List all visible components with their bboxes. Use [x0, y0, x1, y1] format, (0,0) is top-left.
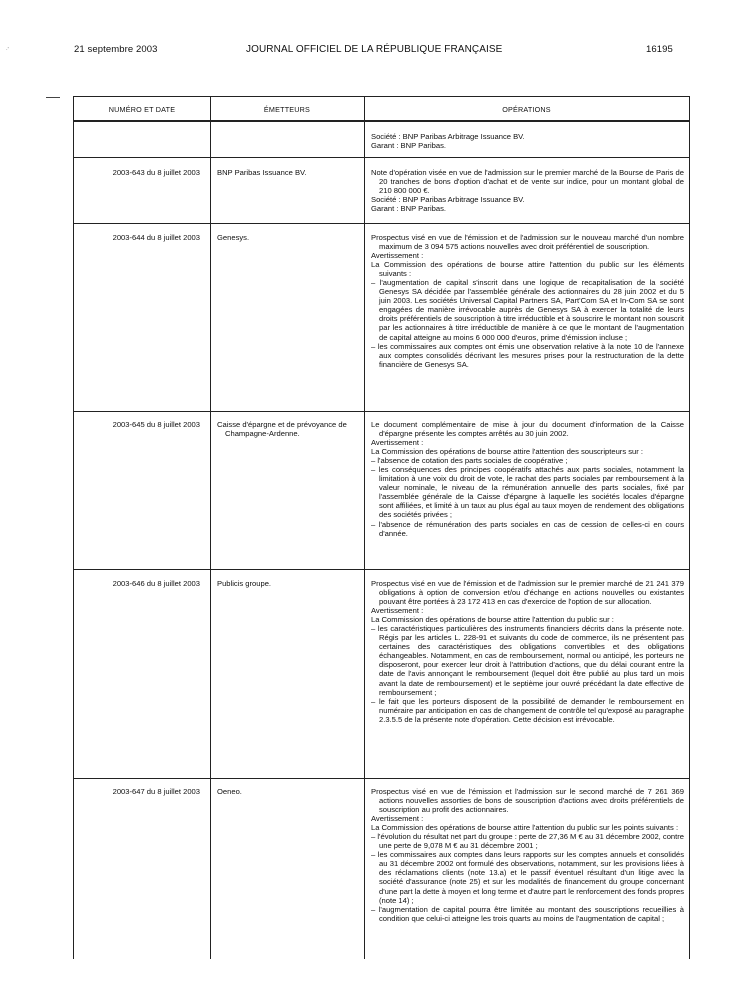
operation-line: Prospectus visé en vue de l'émission et de l'admission sur le premier marché de 21 241 379 obligations à option de conversion et/ou d'échange en actions nouvelles ou existantes pouvant être portées à 23 172 413 en cas d'exercice de l'option de sur allocation.: [371, 579, 684, 607]
column-divider: [364, 97, 365, 959]
header-rule: [74, 120, 689, 122]
operations-table: [73, 96, 690, 959]
operation-line: – le fait que les porteurs disposent de la possibilité de demander le remboursement en numéraire par anticipation en cas de changement de contrôle tel qu'exposé au paragraphe 2.3.5.5 de la présente note d'opération. Cette décision est irrévocable.: [371, 696, 684, 724]
operation-line: Garant : BNP Paribas.: [371, 141, 446, 151]
operations-cell: [371, 132, 684, 150]
operation-line: La Commission des opérations de bourse attire l'attention du public sur les points suivants :: [371, 823, 679, 833]
operation-line: Avertissement :: [371, 606, 424, 616]
page-number: 16195: [646, 44, 673, 55]
operation-line: – les commissaires aux comptes dans leurs rapports sur les comptes annuels et consolidés au 31 décembre 2002 ont formulé des observations, notamment, sur les provisions liées à des réclamations clients (note 13.a) et le passif éventuel résultant d'un litige avec la société d'assurance (note 25) et sur les modalités de financement du groupe concernant d'une part la dette à moyen et long terme et d'autre part le renforcement des fonds propres (note 14) ;: [371, 850, 684, 905]
column-divider: [210, 97, 211, 959]
column-header-numero: NUMÉRO ET DATE: [108, 105, 176, 114]
column-header-operations: OPÉRATIONS: [502, 105, 551, 114]
operations-cell: [371, 420, 684, 538]
operation-line: – les commissaires aux comptes ont émis une observation relative à la note 10 de l'annexe aux comptes consolidés décrivant les mesures prises pour la restructuration de la dette financière de Genesys SA.: [371, 341, 684, 369]
header-date: 21 septembre 2003: [74, 44, 158, 55]
operation-line: Société : BNP Paribas Arbitrage Issuance BV.: [371, 132, 525, 141]
operations-cell: [371, 787, 684, 923]
operation-line: Société : BNP Paribas Arbitrage Issuance BV.: [371, 195, 525, 205]
operation-line: – les caractéristiques particulières des instruments financiers décrits dans la présente note. Régis par les articles L. 228-91 et suivants du code de commerce, ils ne présentent pas certaines des caractéristiques des obligations convertibles et des obligations échangeables. Notamment, en cas de remboursement, normal ou anticipé, les porteurs ne disposeront, pour exercer leur droit à l'attribution d'actions, que du délai courant entre la date de l'avis annonçant le remboursement (lequel doit être publié au plus tard un mois avant la date de remboursement) et le septième jour ouvré précédant la date effective de remboursement ;: [371, 624, 684, 697]
margin-mark: ·': [6, 47, 9, 53]
row-rule: [74, 223, 689, 224]
emetteur-cell: Genesys.: [217, 233, 250, 242]
numero-cell: [74, 579, 210, 588]
operations-cell: [371, 168, 684, 213]
operation-line: Note d'opération visée en vue de l'admission sur le premier marché de la Bourse de Paris de 20 tranches de bons d'option d'achat et de vente sur indice, pour un montant global de 210 800 000 €.: [371, 168, 684, 196]
operation-line: Le document complémentaire de mise à jour du document d'information de la Caisse d'épargne présente les comptes arrêtés au 30 juin 2002.: [371, 420, 684, 439]
numero-cell: [74, 420, 210, 429]
operation-line: – l'augmentation de capital s'inscrit dans une logique de recapitalisation de la société Genesys SA décidée par l'assemblée générale des actionnaires du 28 juin 2002 et du 5 juin 2003. Les sociétés Universal Capital Partners SA, Part'Com SA et In-Com SA se sont engagées de manière irrévocable auprès de Genesys SA à exercer la totalité de leurs droits préférentiels de souscription à titre irréductible et à souscrire le montant non souscrit par les actionnaires à titre irréductible de manière à ce que le montant de l'augmentation de capital atteigne au moins 6 000 000 d'euros, prime d'émission incluse ;: [371, 278, 684, 342]
row-rule: [74, 157, 689, 158]
row-rule: [74, 778, 689, 779]
emetteur-cell: [217, 420, 365, 438]
operation-line: Prospectus visé en vue de l'émission et de l'admission sur le nouveau marché d'un nombre maximum de 3 094 575 actions nouvelles avec droit préférentiel de souscription.: [371, 233, 684, 252]
numero-text: 2003-644 du 8 juillet 2003: [112, 233, 200, 242]
operations-cell: [371, 233, 684, 369]
journal-title: JOURNAL OFFICIEL DE LA RÉPUBLIQUE FRANÇAISE: [246, 44, 503, 55]
operation-line: – l'augmentation de capital pourra être limitée au montant des souscriptions recueillies à condition que celui-ci atteigne les trois quarts au moins de l'augmentation de capital ;: [371, 904, 684, 923]
operation-line: – l'évolution du résultat net part du groupe : perte de 27,36 M € au 31 décembre 2002, contre une perte de 9,078 M € au 31 décembre 2001 ;: [371, 832, 685, 851]
numero-cell: [74, 168, 210, 177]
row-rule: [74, 569, 689, 570]
numero-cell: [74, 233, 210, 242]
operation-line: Avertissement :: [371, 438, 424, 448]
emetteur-cell: Oeneo.: [217, 787, 242, 796]
operation-line: – l'absence de rémunération des parts sociales en cas de cession de celles-ci en cours d'année.: [371, 519, 684, 538]
row-rule: [74, 411, 689, 412]
emetteur-text: Caisse d'épargne et de prévoyance de Champagne-Ardenne.: [217, 420, 347, 439]
numero-text: 2003-643 du 8 juillet 2003: [112, 168, 200, 177]
numero-text: 2003-645 du 8 juillet 2003: [112, 420, 200, 429]
operation-line: – l'absence de cotation des parts sociales de coopérative ;: [371, 456, 568, 466]
numero-cell: [74, 787, 210, 796]
operation-line: Avertissement :: [371, 251, 424, 261]
operation-line: Prospectus visé en vue de l'émission et l'admission sur le second marché de 7 261 369 actions nouvelles assorties de bons de souscription d'actions avec droits préférentiels de souscription au profit des actionnaires.: [371, 787, 684, 815]
emetteur-cell: BNP Paribas Issuance BV.: [217, 168, 307, 177]
operation-line: La Commission des opérations de bourse attire l'attention du public sur :: [371, 615, 614, 625]
operation-line: La Commission des opérations de bourse attire l'attention du public sur les éléments suivants :: [371, 260, 684, 279]
operations-cell: [371, 579, 684, 724]
operation-line: La Commission des opérations de bourse attire l'attention des souscripteurs sur :: [371, 447, 644, 457]
operation-line: Avertissement :: [371, 814, 424, 824]
numero-text: 2003-646 du 8 juillet 2003: [112, 579, 200, 588]
margin-rule: [46, 97, 60, 98]
emetteur-cell: Publicis groupe.: [217, 579, 272, 588]
column-header-emetteurs: ÉMETTEURS: [263, 105, 311, 114]
numero-text: 2003-647 du 8 juillet 2003: [112, 787, 200, 796]
operation-line: – les conséquences des principes coopératifs attachés aux parts sociales, notamment la limitation à une voix du droit de vote, le rachat des parts sociales par remboursement à la valeur nominale, le niveau de la rémunération annuelle des parts sociales, fixé par l'assemblée générale de la Caisse d'épargne à laquelle les sociétés locales d'épargne sont affiliées, et limité à un taux au plus égal au taux moyen de rendement des obligations des sociétés privées ;: [371, 465, 684, 520]
operation-line: Garant : BNP Paribas.: [371, 204, 446, 214]
